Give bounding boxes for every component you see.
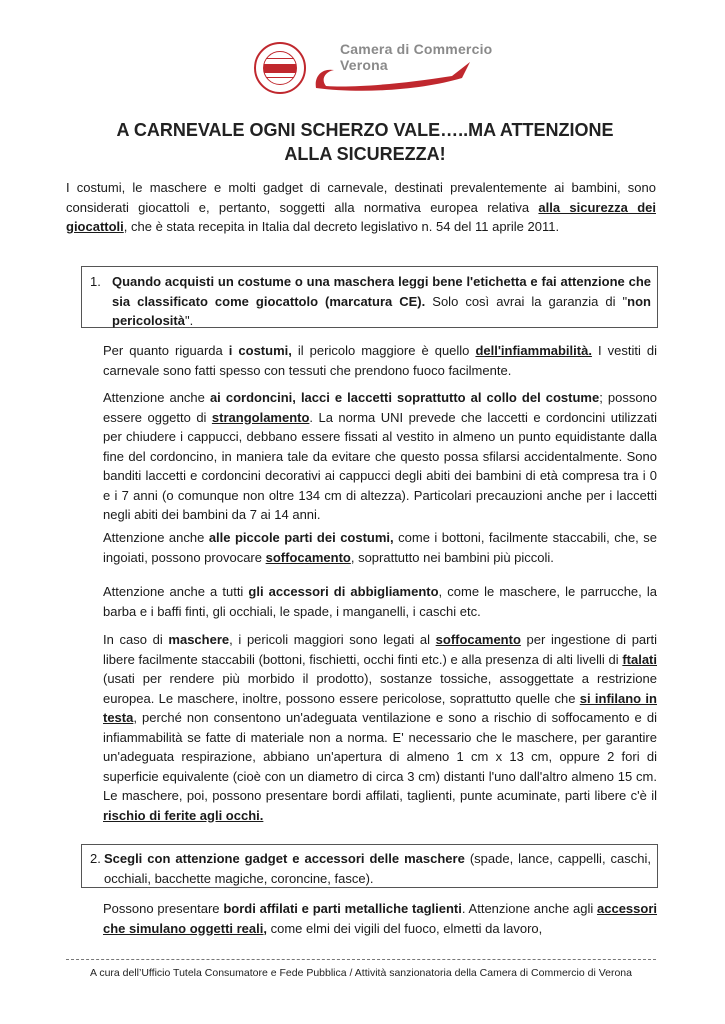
paragraph-cords: Attenzione anche ai cordoncini, lacci e laccetti soprattutto al collo del costume; possono essere oggetto di strangolamento. La norma UNI prevede che laccetti e cordoncini utilizzati per chiudere i cappucci, debbano essere fissati al vestito in almeno un punto equidistante dalla fine del cordoncino, in maniera tale da evitare che questo possa sfilarsi accidentalmente. Sono banditi laccetti e cordoncini decorativi ai cappucci degli abiti dei bambini di età compresa tra i 0 e i 7 anni (o comunque non oltre 134 cm di altezza). Particolari precauzioni anche per i laccetti negli abiti dei bambini da 7 ai 14 anni.: [103, 390, 658, 522]
tip-box-1: [81, 266, 658, 328]
paragraph-costumes: Per quanto riguarda i costumi, il pericolo maggiore è quello dell'infiammabilità. I vestiti di carnevale sono fatti spesso con tessuti che prendono fuoco facilmente.: [103, 343, 657, 378]
footer-divider: [66, 959, 656, 960]
page-title-line1: A CARNEVALE OGNI SCHERZO VALE…..MA ATTENZIONE: [116, 120, 614, 140]
tip-text: Scegli con attenzione gadget e accessori delle maschere (spade, lance, cappelli, caschi, occhiali, bacchette magiche, coroncine, fasce).: [104, 851, 652, 886]
brand-swoosh-logo: [312, 58, 472, 94]
org-name-line1: Camera di Commercio: [340, 41, 493, 57]
paragraph-accessories: Attenzione anche a tutti gli accessori di abbigliamento, come le maschere, le parrucche, la barba e i baffi finti, gli occhiali, le spade, i manganelli, i caschi etc.: [103, 584, 657, 619]
tip-number: 2.: [90, 851, 101, 866]
tip-number: 1.: [90, 274, 101, 289]
paragraph-masks: In caso di maschere, i pericoli maggiori sono legati al soffocamento per ingestione di parti libere facilmente staccabili (bottoni, fischietti, occhi finti etc.) e alla presenza di alti livelli di ftalati (usati per rendere più morbido il prodotto), sostanze tossiche, assoggettate a restrizione europea. Le maschere, inoltre, possono essere pericolose, soprattutto quelle che si infilano in testa, perché non consentono un'adeguata ventilazione e sono a rischio di soffocamento e di infiammabilità se fatte di materiale non a norma. E' necessario che le maschere, per garantire un'adeguata respirazione, abbiano un'apertura di almeno 1 cm x 13 cm, oppure 2 fori di superficie equivalente (cioè con un diametro di circa 3 cm) distanti l'uno dall'altro almeno 15 cm. Le maschere, poi, possono presentare bordi affilati, taglienti, punte acuminate, parti libere c'è il rischio di ferite agli occhi.: [103, 632, 657, 823]
tip-text: Quando acquisti un costume o una maschera leggi bene l'etichetta e fai attenzione che sia classificato come giocattolo (marcatura CE). Solo così avrai la garanzia di "non pericolosità".: [112, 274, 651, 328]
paragraph-small-parts: Attenzione anche alle piccole parti dei costumi, come i bottoni, facilmente staccabili, che, se ingoiati, possono provocare soffocamento, soprattutto nei bambini più piccoli.: [103, 530, 657, 565]
chamber-seal-logo: [254, 42, 306, 94]
footer-text: A cura dell’Ufficio Tutela Consumatore e Fede Pubblica / Attività sanzionatoria della Camera di Commercio di Verona: [89, 967, 632, 979]
tip-box-2: [81, 844, 658, 888]
intro-paragraph: I costumi, le maschere e molti gadget di carnevale, destinati prevalentemente ai bambini, sono considerati giocattoli e, pertanto, soggetti alla normativa europea relativa alla sicurezza dei giocattoli, che è stata recepita in Italia dal decreto legislativo n. 54 del 11 aprile 2011.: [66, 180, 656, 234]
page-title-line2: ALLA SICUREZZA!: [284, 144, 446, 164]
org-name-line2: Verona: [340, 57, 388, 73]
paragraph-gadgets: Possono presentare bordi affilati e parti metalliche taglienti. Attenzione anche agli accessori che simulano oggetti reali, come elmi dei vigili del fuoco, elmetti da lavoro,: [103, 901, 658, 936]
